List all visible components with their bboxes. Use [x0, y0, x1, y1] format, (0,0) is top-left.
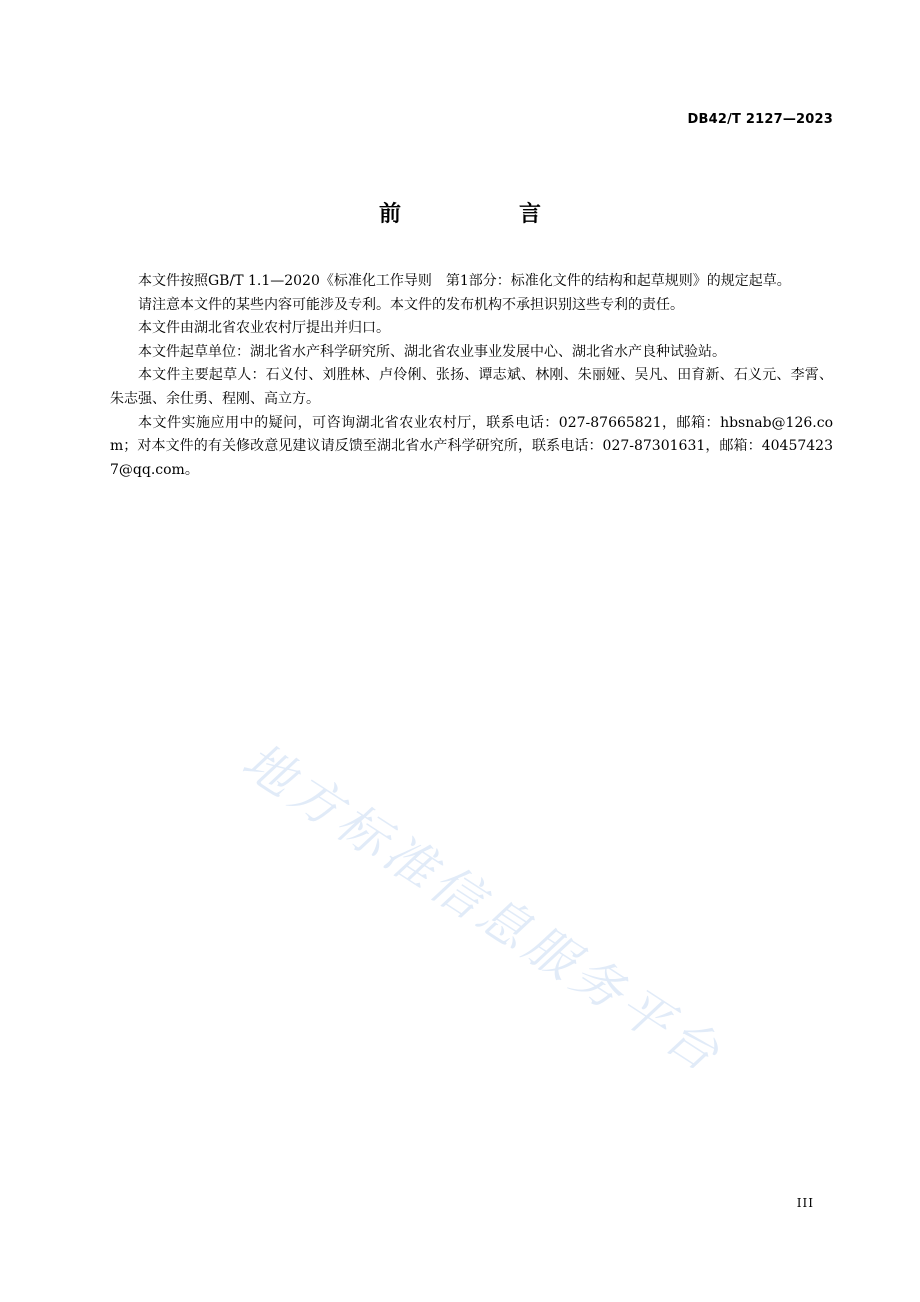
- paragraph-patent-notice: 请注意本文件的某些内容可能涉及专利。本文件的发布机构不承担识别这些专利的责任。: [138, 296, 684, 313]
- paragraph-main-drafters: 本文件主要起草人：石义付、刘胜林、卢伶俐、张扬、谭志斌、林刚、朱丽娅、吴凡、田育新、石义元、李霄、朱志强、余仕勇、程刚、高立方。: [110, 367, 833, 407]
- paragraph-drafting-units: 本文件起草单位：湖北省水产科学研究所、湖北省农业事业发展中心、湖北省水产良种试验站。: [138, 343, 726, 360]
- paragraph-proposer: 本文件由湖北省农业农村厅提出并归口。: [138, 320, 390, 337]
- watermark: 地方标准信息服务平台: [232, 731, 734, 1086]
- standard-code: DB42/T 2127—2023: [687, 112, 833, 127]
- foreword-body: [110, 270, 833, 482]
- paragraph-contact-info: 本文件实施应用中的疑问，可咨询湖北省农业农村厅，联系电话：027-87665821，邮箱：hbsnab@126.com；对本文件的有关修改意见建议请反馈至湖北省水产科学研究所，联系电话：027-87301631，邮箱：404574237@qq.com。: [110, 414, 833, 478]
- paragraph-drafting-rules: 本文件按照GB/T 1.1—2020《标准化工作导则 第1部分：标准化文件的结构和起草规则》的规定起草。: [138, 273, 791, 289]
- page-number: III: [796, 1196, 814, 1210]
- page-title: 前 言: [378, 202, 589, 227]
